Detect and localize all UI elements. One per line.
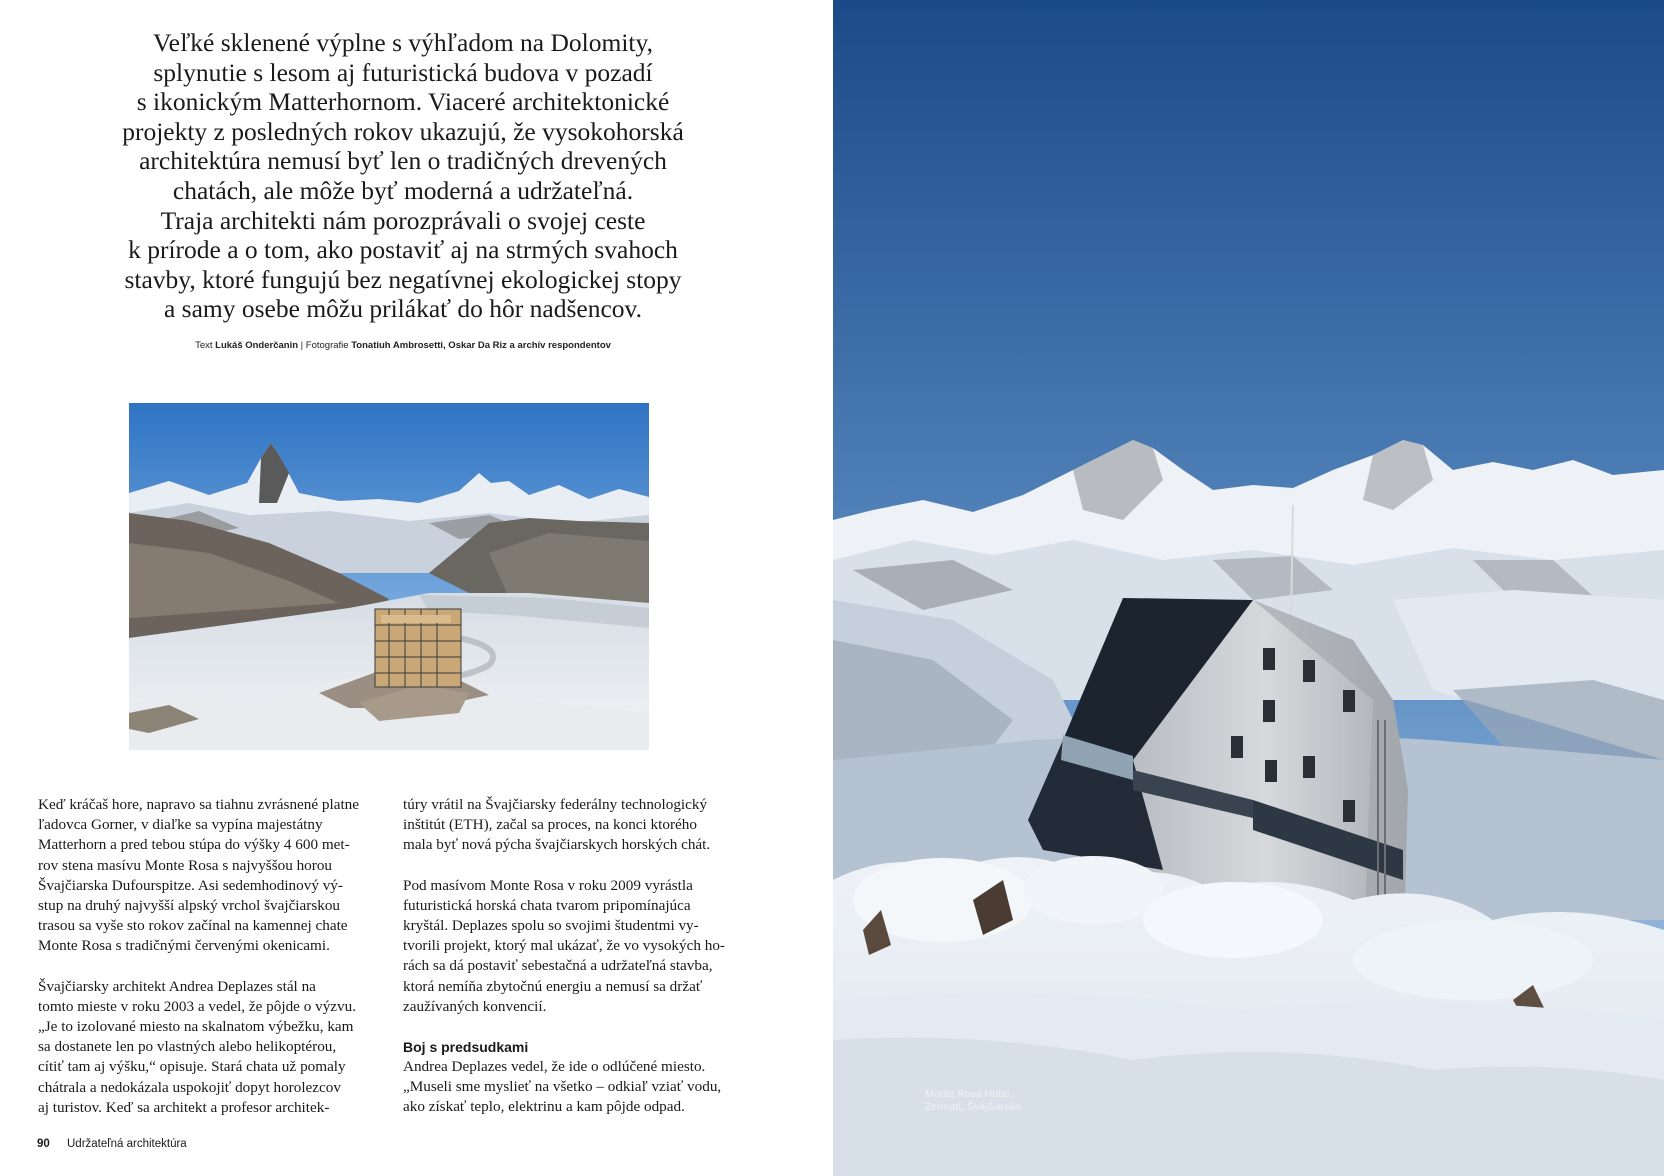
text-line: „Museli sme myslieť na všetko – odkiaľ vziať vodu, <box>403 1078 722 1096</box>
column-b <box>403 795 745 1118</box>
text-line: Matterhorn a pred tebou stúpa do výšky 4 600 met- <box>38 836 350 854</box>
text-line: ako získať teplo, elektrinu a kam pôjde odpad. <box>403 1098 685 1116</box>
text-line: tomto mieste v roku 2003 a vedel, že pôjde o výzvu. <box>38 997 357 1015</box>
text-line: „Je to izolované miesto na skalnatom výbežku, kam <box>38 1018 354 1036</box>
paragraph <box>38 795 380 957</box>
construction-photo <box>129 403 649 750</box>
text-line: Keď kráčaš hore, napravo sa tiahnu zvrásnené platne <box>38 796 360 813</box>
section-name: Udržateľná architektúra <box>67 1138 187 1150</box>
text-line: Švajčiarska Dufourspitze. Asi sedemhodinový vý- <box>38 876 343 894</box>
intro-line: projekty z posledných rokov ukazujú, že vysokohorská <box>122 116 684 146</box>
text-line: trasou sa vyše sto rokov začínal na kamennej chate <box>38 917 348 935</box>
intro-line: chatách, ale môže byť moderná a udržateľná. <box>172 175 634 205</box>
photo-caption <box>925 1088 1021 1114</box>
text-line: sa dostanete len po vlastných alebo helikoptérou, <box>38 1038 337 1056</box>
text-line: tvorili projekt, ktorý mal ukázať, že vo vysokých ho- <box>403 937 725 955</box>
paragraph <box>38 977 380 1118</box>
page-number: 90 <box>37 1138 50 1150</box>
text-line: Andrea Deplazes vedel, že ide o odlúčené miesto. <box>403 1058 706 1076</box>
scaffolding-structure <box>375 609 461 687</box>
construction-photo-illustration <box>129 403 649 750</box>
credits-text-label: Text <box>195 340 213 351</box>
intro-line: k prírode a o tom, ako postaviť aj na strmých svahoch <box>128 235 678 265</box>
text-line: futuristická horská chata tvarom pripomínajúca <box>403 896 691 914</box>
credits-photographers: Tonatiuh Ambrosetti, Oskar Da Riz a archív respondentov <box>351 340 611 351</box>
text-line: inštitút (ETH), začal sa proces, na konci ktorého <box>403 816 697 834</box>
text-line: kryštál. Deplazes spolu so svojimi študentmi vy- <box>403 917 699 935</box>
intro-line: Traja architekti nám porozprávali o svojej ceste <box>160 205 646 235</box>
paragraph <box>403 876 745 1017</box>
right-page <box>833 0 1664 1176</box>
text-line: mala byť nová pýcha švajčiarskych horských chát. <box>403 836 711 854</box>
caption-line: Zermatt, Švajčiarsko <box>925 1101 1021 1113</box>
text-line: rov stena masívu Monte Rosa s najvyššou horou <box>38 856 333 874</box>
text-line: stup na druhý najvyšší alpský vrchol švajčiarskou <box>38 897 341 915</box>
text-line: Švajčiarsky architekt Andrea Deplazes stál na <box>38 977 316 995</box>
credits-photo-label: Fotografie <box>305 340 349 351</box>
text-line: ktorá nemíňa zbytočnú energiu a nemusí sa držať <box>403 977 703 995</box>
intro-paragraph <box>88 28 718 324</box>
text-line: ľadovca Gorner, v diaľke sa vypína majestátny <box>38 816 323 834</box>
intro-line: s ikonickým Matterhornom. Viaceré architektonické <box>136 87 670 117</box>
intro-line: splynutie s lesom aj futuristická budova v pozadí <box>153 57 653 87</box>
page-footer <box>37 1138 187 1150</box>
paragraph <box>403 795 745 856</box>
text-line: Monte Rosa s tradičnými červenými okenicami. <box>38 937 330 955</box>
caption-line: Monte Rosa Hütte, <box>925 1088 1013 1100</box>
intro-line: Veľké sklenené výplne s výhľadom na Dolomity, <box>153 28 653 57</box>
monte-rosa-hut-photo <box>833 0 1664 1176</box>
intro-line: architektúra nemusí byť len o tradičných drevených <box>139 146 667 176</box>
text-line: cítiť tam aj výšku,“ opisuje. Stará chata už pomaly <box>38 1058 346 1076</box>
column-a <box>38 795 380 1118</box>
credits-separator: | <box>298 340 306 351</box>
text-line: chátrala a nedokázala uspokojiť dopyt horolezcov <box>38 1078 341 1096</box>
text-line: Pod masívom Monte Rosa v roku 2009 vyrástla <box>403 876 693 894</box>
text-line: zaužívaných konvencií. <box>403 997 547 1015</box>
text-line: túry vrátil na Švajčiarsky federálny technologický <box>403 796 708 813</box>
subheading: Boj s predsudkami <box>403 1039 529 1056</box>
text-line: aj turistov. Keď sa architekt a profesor architek- <box>38 1098 330 1116</box>
intro-line: stavby, ktoré fungujú bez negatívnej ekologickej stopy <box>124 264 682 294</box>
text-line: rách sa dá postaviť sebestačná a udržateľná stavba, <box>403 957 713 975</box>
paragraph <box>403 1057 745 1118</box>
credits-line <box>88 340 718 351</box>
intro-line: a samy osebe môžu prilákať do hôr nadšencov. <box>163 294 642 324</box>
credits-author: Lukáš Onderčanin <box>215 340 299 351</box>
